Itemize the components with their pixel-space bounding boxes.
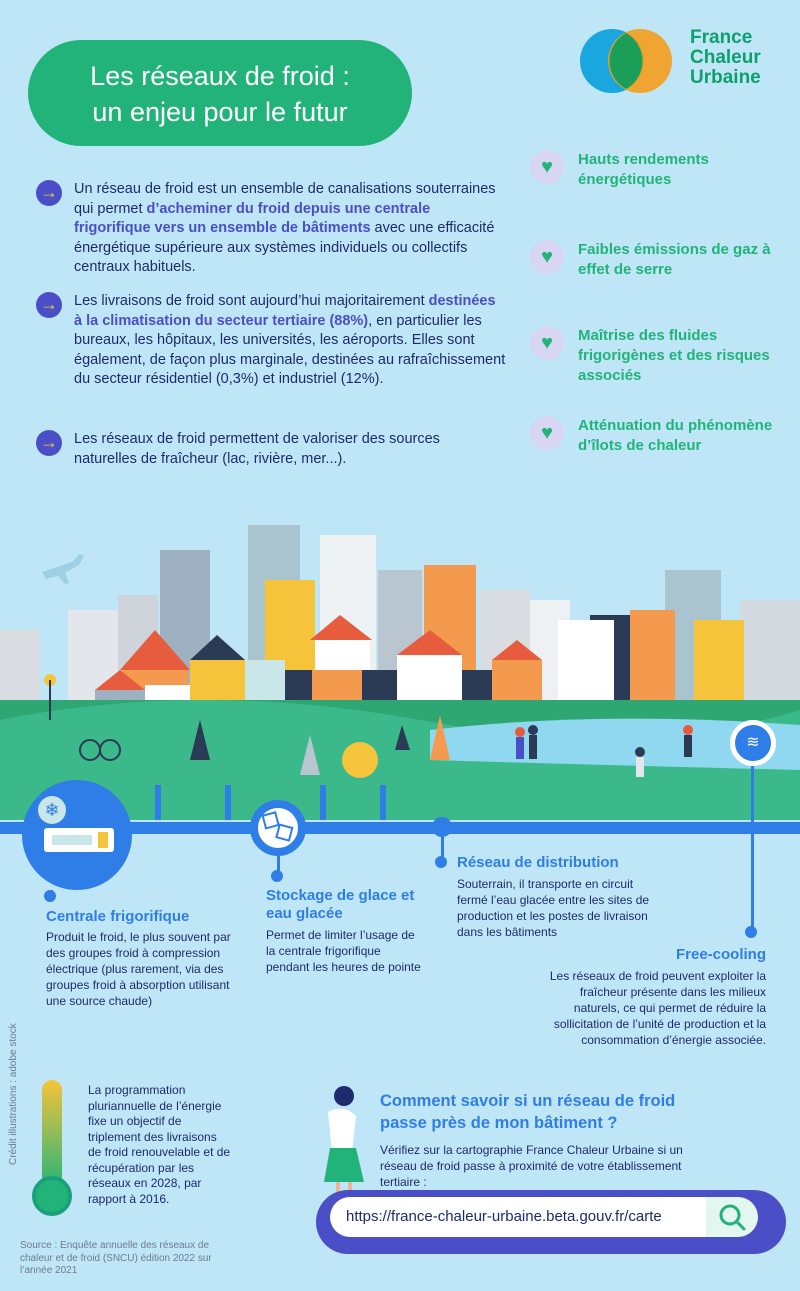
bullet-livraisons: → Les livraisons de froid sont aujourd’hui majoritairement destinées à la climatisation du secteur tertiaire (88%), en particulier les bureaux, les hôpitaux, les universités, les aéroports. Elles sont également, de façon plus marginale, destinées au rafraîchissement du secteur résidentiel (0,3%) et industriel (12%).: [36, 292, 506, 390]
heart-icon: ♥: [530, 240, 564, 274]
arrow-right-icon: →: [36, 180, 62, 206]
section-centrale: Centrale frigorifique Produit le froid, le plus souvent par des groupes froid à compression électrique (plus rarement, via des groupes froid à absorption utilisant une source chaude): [46, 908, 231, 1008]
stockage-dot: [271, 870, 283, 882]
distribution-node: [432, 817, 452, 837]
illustration-credit: Crédit illustrations : adobe stock: [8, 1023, 19, 1165]
section-distribution: Réseau de distribution Souterrain, il transporte en circuit fermé l’eau glacée entre les sites de production et les postes de livraison dans les bâtiments: [457, 854, 650, 939]
section-stockage: Stockage de glace et eau glacée Permet de limiter l’usage de la centrale frigorifique pendant les heures de pointe: [266, 887, 421, 974]
thermometer-bulb: [32, 1176, 72, 1216]
search-button[interactable]: [706, 1197, 758, 1237]
thermometer-icon: [42, 1080, 62, 1190]
map-url-link[interactable]: https://france-chaleur-urbaine.beta.gouv.fr/carte: [330, 1197, 730, 1237]
source-note: Source : Enquête annuelle des réseaux de chaleur et de froid (SNCU) édition 2022 sur l’année 2021: [20, 1240, 212, 1276]
free-cooling-node: [730, 720, 776, 766]
woman-illustration: [310, 1082, 370, 1194]
city-illustration: [0, 520, 800, 820]
benefit-item: ♥ Hauts rendements énergétiques: [530, 150, 780, 190]
plane-icon: [42, 554, 84, 584]
distribution-dot: [435, 856, 447, 868]
heart-icon: ♥: [530, 326, 564, 360]
search-icon: [706, 1197, 758, 1237]
svg-text:❄: ❄: [44, 800, 60, 821]
arrow-right-icon: →: [36, 292, 62, 318]
stockage-glace-node: [250, 800, 306, 856]
centrale-dot: [44, 890, 56, 902]
question-block: Comment savoir si un réseau de froid passe près de mon bâtiment ? Vérifiez sur la cartographie France Chaleur Urbaine si un réseau de froid passe à proximité de votre établissement tertiaire :: [380, 1092, 683, 1189]
free-cooling-dot: [745, 926, 757, 938]
page-title: Les réseaux de froid : un enjeu pour le futur: [28, 40, 412, 146]
bullet-sources-naturelles: → Les réseaux de froid permettent de valoriser des sources naturelles de fraîcheur (lac, rivière, mer...).: [36, 430, 506, 469]
section-free-cooling: Free-cooling Les réseaux de froid peuvent exploiter la fraîcheur présente dans les milieux naturels, ce qui permet de réduire la sollicitation de l’unité de production et la consommation d’énergie associée.: [549, 946, 766, 1047]
centrale-frigorifique-node: [22, 780, 132, 890]
benefit-item: ♥ Faibles émissions de gaz à effet de serre: [530, 240, 780, 280]
benefit-item: ♥ Maîtrise des fluides frigorigènes et des risques associés: [530, 326, 780, 386]
logo-circles-icon: [578, 28, 688, 94]
heart-icon: ♥: [530, 150, 564, 184]
heart-icon: ♥: [530, 416, 564, 450]
waves-icon: ≋: [746, 734, 760, 751]
arrow-right-icon: →: [36, 430, 62, 456]
chiller-icon: [22, 780, 132, 890]
program-text: La programmation pluriannuelle de l’énergie fixe un objectif de triplement des livraisons de froid renouvelable et de récupération par les réseaux en 2028, par rapport à 2016.: [88, 1083, 231, 1206]
ice-cubes-icon: [258, 808, 298, 848]
benefit-item: ♥ Atténuation du phénomène d’îlots de chaleur: [530, 416, 780, 456]
bullet-definition: → Un réseau de froid est un ensemble de canalisations souterraines qui permet d’acheminer du froid depuis une centrale frigorifique vers un ensemble de bâtiments avec une efficacité énergétique supérieure aux systèmes individuels ou collectifs centraux habituels.: [36, 180, 506, 278]
france-chaleur-urbaine-logo[interactable]: France Chaleur Urbaine: [578, 28, 778, 94]
